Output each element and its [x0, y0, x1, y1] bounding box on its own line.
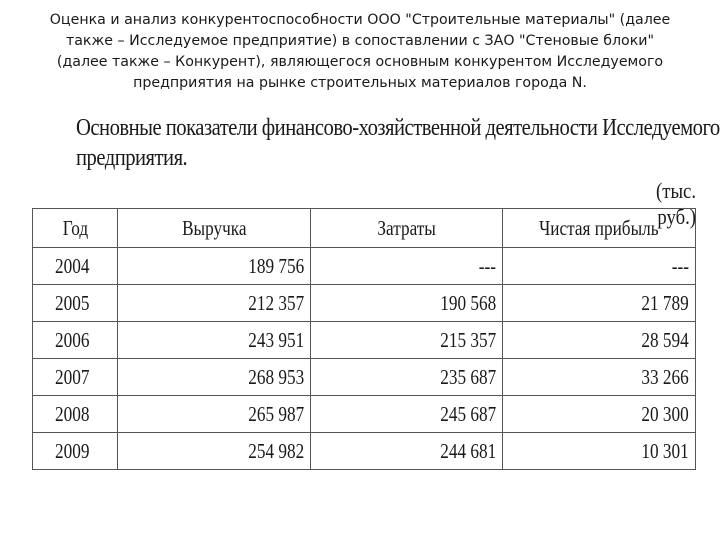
- revenue-cell: 243 951: [118, 322, 311, 359]
- revenue-cell: 265 987: [118, 396, 311, 433]
- net-profit-cell: 21 789: [503, 285, 696, 322]
- table-row: [33, 433, 696, 470]
- intro-line: Оценка и анализ конкурентоспособности ООО "Строительные материалы" (далее: [49, 12, 671, 28]
- heading-line: предприятия.: [76, 145, 188, 171]
- column-header-net-profit: Чистая прибыль: [503, 209, 696, 248]
- column-header-revenue: Выручка: [118, 209, 311, 248]
- intro-line: также – Исследуемое предприятие) в сопоставлении с ЗАО "Стеновые блоки": [65, 33, 655, 49]
- table-row: [33, 322, 696, 359]
- net-profit-cell: 28 594: [503, 322, 696, 359]
- table-heading: [76, 113, 720, 173]
- year-cell: 2007: [33, 359, 118, 396]
- net-profit-cell: 10 301: [503, 433, 696, 470]
- year-cell: 2004: [33, 248, 118, 285]
- year-cell: 2006: [33, 322, 118, 359]
- costs-cell: 244 681: [311, 433, 503, 470]
- net-profit-cell: 20 300: [503, 396, 696, 433]
- costs-cell: 190 568: [311, 285, 503, 322]
- heading-line: Основные показатели финансово-хозяйственной деятельности Исследуемого: [76, 115, 720, 141]
- intro-line: (далее также – Конкурент), являющегося основным конкурентом Исследуемого: [56, 54, 664, 70]
- intro-line: предприятия на рынке строительных материалов города N.: [133, 75, 587, 91]
- table-row: [33, 359, 696, 396]
- costs-cell: 215 357: [311, 322, 503, 359]
- costs-cell: 245 687: [311, 396, 503, 433]
- revenue-cell: 268 953: [118, 359, 311, 396]
- net-profit-cell: ---: [503, 248, 696, 285]
- column-header-year: Год: [33, 209, 118, 248]
- revenue-cell: 254 982: [118, 433, 311, 470]
- year-cell: 2008: [33, 396, 118, 433]
- table-row: [33, 285, 696, 322]
- revenue-cell: 189 756: [118, 248, 311, 285]
- net-profit-cell: 33 266: [503, 359, 696, 396]
- year-cell: 2005: [33, 285, 118, 322]
- financial-table: [32, 208, 696, 470]
- table-row: [33, 396, 696, 433]
- year-cell: 2009: [33, 433, 118, 470]
- revenue-cell: 212 357: [118, 285, 311, 322]
- table-row: [33, 248, 696, 285]
- intro-paragraph: [22, 10, 698, 94]
- costs-cell: 235 687: [311, 359, 503, 396]
- unit-label: (тыс. руб.): [656, 178, 696, 229]
- costs-cell: ---: [311, 248, 503, 285]
- column-header-costs: Затраты: [311, 209, 503, 248]
- header-row: [33, 209, 696, 248]
